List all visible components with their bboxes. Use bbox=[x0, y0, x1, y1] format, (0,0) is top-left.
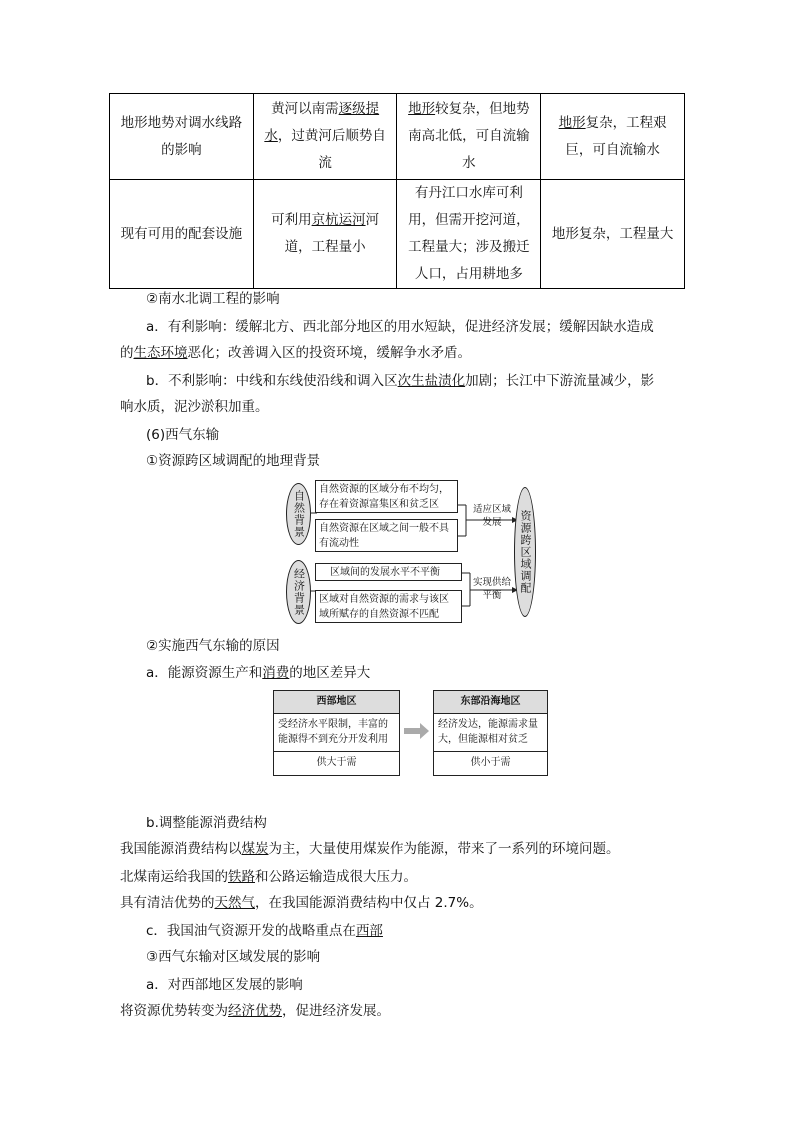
paragraph-line: a．有利影响：缓解北方、西北部分地区的用水短缺，促进经济发展；缓解因缺水造成 bbox=[146, 319, 654, 335]
diagram-box: 自然资源的区域分布不均匀，存在着资源富集区和贫乏区 bbox=[315, 480, 458, 513]
underlined-term: 铁路 bbox=[228, 869, 255, 885]
table-cell bbox=[397, 180, 541, 289]
cell-text: 可利用 bbox=[271, 212, 312, 228]
box-body: 受经济水平限制，丰富的能源得不到充分开发利用 bbox=[274, 714, 399, 752]
resource-allocation-oval bbox=[514, 487, 536, 617]
text: ，促进经济发展。 bbox=[282, 1003, 390, 1019]
section-heading: ②南水北调工程的影响 bbox=[146, 291, 280, 307]
underlined-term: 经济优势 bbox=[228, 1003, 282, 1019]
economic-background-oval bbox=[286, 560, 311, 624]
paragraph-line bbox=[120, 344, 471, 362]
paragraph-line bbox=[120, 840, 620, 858]
paragraph-line: 响水质，泥沙淤积加重。 bbox=[120, 399, 269, 415]
diagram-box: 区域间的发展水平不平衡 bbox=[315, 563, 462, 581]
text: 为主，大量使用煤炭作为能源，带来了一系列的环境问题。 bbox=[268, 841, 620, 857]
section-heading: a．对西部地区发展的影响 bbox=[146, 977, 303, 993]
table-row bbox=[110, 94, 685, 180]
table-cell bbox=[253, 94, 397, 180]
text: 和公路运输造成很大压力。 bbox=[255, 869, 417, 885]
text: 我国能源消费结构以 bbox=[120, 841, 242, 857]
cell-text: 地形复杂，工程量大 bbox=[551, 225, 674, 242]
underlined-term: 煤炭 bbox=[241, 841, 269, 857]
table-cell bbox=[541, 180, 685, 289]
cell-text: 河道，工程量小 bbox=[284, 212, 380, 255]
box-footer: 供大于需 bbox=[316, 757, 357, 768]
text: 加剧；长江中下游流量减少，影 bbox=[465, 373, 655, 389]
text: 具有清洁优势的 bbox=[120, 895, 215, 911]
text: 将资源优势转变为 bbox=[120, 1003, 228, 1019]
section-heading: ③西气东输对区域发展的影响 bbox=[146, 949, 321, 965]
box-footer: 供小于需 bbox=[470, 757, 511, 768]
oval-label: 经济背景 bbox=[292, 568, 306, 616]
text: ，在我国能源消费结构中仅占 2.7%。 bbox=[255, 895, 483, 911]
text: 的地区差异大 bbox=[289, 665, 371, 681]
arrow-label: 适应区域发展 bbox=[472, 504, 511, 528]
paragraph-line bbox=[146, 372, 654, 390]
text: c．我国油气资源开发的战略重点在 bbox=[146, 923, 356, 939]
diagram-box: 区域对自然资源的需求与该区域所赋存的自然资源不匹配 bbox=[315, 590, 462, 623]
text: b．不利影响：中线和东线使沿线和调入区 bbox=[146, 373, 398, 389]
cell-text: 地形地势对调水线路的影响 bbox=[120, 114, 243, 158]
cell-text: 较复杂，但地势南高北低，可自流输水 bbox=[408, 101, 530, 171]
underlined-term: 次生盐渍化 bbox=[397, 373, 466, 389]
right-arrow-icon bbox=[404, 722, 430, 740]
oval-label: 自然背景 bbox=[292, 490, 306, 538]
text: 的 bbox=[120, 345, 134, 361]
diagram-box: 自然资源在区域之间一般不具有流动性 bbox=[315, 519, 458, 552]
table-cell bbox=[397, 94, 541, 180]
underlined-term: 地形 bbox=[408, 101, 436, 117]
cell-text: 黄河以南需 bbox=[271, 101, 339, 117]
comparison-table bbox=[109, 93, 685, 289]
underlined-term: 地形 bbox=[558, 114, 586, 131]
box-title: 东部沿海地区 bbox=[434, 691, 547, 714]
oval-label: 资源跨区域调配 bbox=[519, 510, 532, 594]
cell-text: 有丹江口水库可利用，但需开挖河道，工程量大；涉及搬迁人口，占用耕地多 bbox=[408, 185, 530, 282]
table-cell bbox=[110, 180, 254, 289]
table-cell bbox=[110, 94, 254, 180]
cell-text: ，过黄河后顺势自流 bbox=[277, 128, 386, 171]
underlined-term: 天然气 bbox=[214, 895, 255, 911]
underlined-term: 生态环境 bbox=[133, 345, 188, 361]
paragraph-line bbox=[120, 868, 417, 886]
natural-background-oval bbox=[286, 483, 311, 545]
underlined-term: 消费 bbox=[262, 665, 290, 681]
table-row bbox=[110, 180, 685, 289]
text: 北煤南运给我国的 bbox=[120, 869, 228, 885]
table-cell bbox=[253, 180, 397, 289]
text: a．能源资源生产和 bbox=[146, 665, 263, 681]
arrow-label: 实现供给平衡 bbox=[472, 577, 511, 601]
cell-text: 复杂，工程艰巨，可自流输水 bbox=[565, 114, 667, 158]
underlined-term: 逐级提水 bbox=[264, 101, 380, 144]
east-region-box bbox=[433, 690, 548, 776]
cell-text: 现有可用的配套设施 bbox=[120, 225, 243, 242]
section-heading: b.调整能源消费结构 bbox=[146, 815, 267, 831]
paragraph-line bbox=[120, 894, 483, 912]
paragraph-line bbox=[146, 664, 370, 682]
text: 恶化；改善调入区的投资环境，缓解争水矛盾。 bbox=[187, 345, 471, 361]
underlined-term: 西部 bbox=[355, 923, 383, 939]
paragraph-line bbox=[120, 1002, 390, 1020]
section-heading: ①资源跨区域调配的地理背景 bbox=[146, 453, 321, 469]
table-cell bbox=[541, 94, 685, 180]
box-title: 西部地区 bbox=[274, 691, 399, 714]
box-body: 经济发达，能源需求量大，但能源相对贫乏 bbox=[434, 714, 547, 752]
paragraph-line bbox=[146, 922, 383, 940]
underlined-term: 京杭运河 bbox=[311, 212, 366, 228]
west-region-box bbox=[273, 690, 400, 776]
section-heading: ②实施西气东输的原因 bbox=[146, 638, 280, 654]
section-heading: (6)西气东输 bbox=[146, 427, 220, 443]
